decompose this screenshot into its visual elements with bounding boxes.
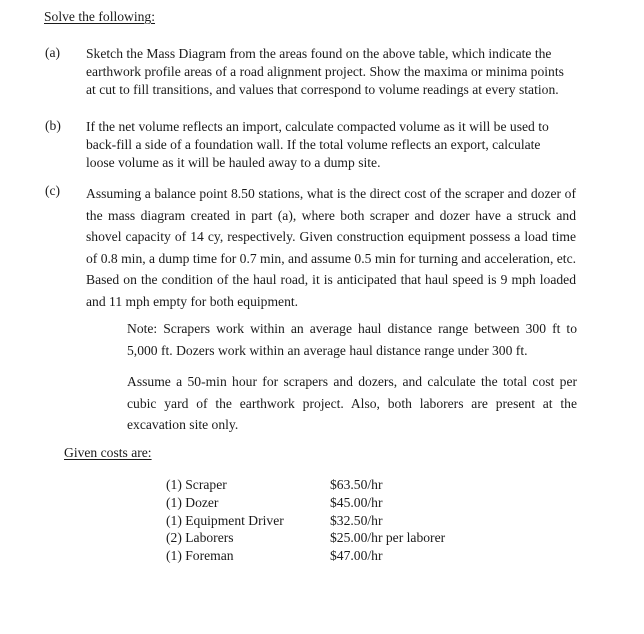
haul-distance-note: Note: Scrapers work within an average haul distance range between 300 ft to 5,000 ft. Dozers work within an average haul distance range under 300 ft. [127, 321, 577, 358]
given-costs-title: Given costs are: [64, 445, 152, 460]
cost-value: $63.50/hr [330, 477, 383, 492]
cost-item: (1) Dozer [166, 494, 219, 510]
cost-value: $25.00/hr per laborer [330, 530, 446, 546]
cost-item: (2) Laborers [166, 530, 234, 546]
part-b-text [86, 118, 576, 172]
cost-value: $45.00/hr [330, 494, 383, 510]
part-b-line: If the net volume reflects an import, calculate compacted volume as it will be used to [86, 119, 549, 134]
cost-table [166, 476, 445, 565]
cost-item: (1) Foreman [166, 548, 234, 564]
table-row [166, 512, 445, 530]
part-a-line: Sketch the Mass Diagram from the areas found on the above table, which indicate the [86, 46, 552, 61]
part-a-line: at cut to fill transitions, and values that correspond to volume readings at every station. [86, 82, 559, 97]
cost-value: $47.00/hr [330, 548, 383, 564]
part-b-line: back-fill a side of a foundation wall. If the total volume reflects an export, calculate [86, 137, 541, 152]
part-c-text: Assuming a balance point 8.50 stations, what is the direct cost of the scraper and dozer of the mass diagram created in part (a), where both scraper and dozer have a struck and shovel capacity of 14 cy, respectively. Given construction equipment possess a load time of 0.8 min, a dump time for 0.7 min, and assume 0.5 min for turning and acceleration, etc. Based on the condition of the haul road, it is anticipated that haul speed is 9 mph loaded and 11 mph empty for both equipment. [86, 186, 577, 309]
table-row [166, 529, 445, 547]
table-row [166, 547, 445, 565]
part-b-label: (b) [45, 118, 61, 133]
assumption-paragraph: Assume a 50-min hour for scrapers and dozers, and calculate the total cost per cubic yard of the earthwork project. Also, both laborers are present at the excavation site only. [127, 374, 577, 432]
cost-value: $32.50/hr [330, 512, 383, 528]
part-b-line: loose volume as it will be hauled away to a dump site. [86, 155, 381, 170]
table-row [166, 476, 445, 494]
cost-item: (1) Equipment Driver [166, 512, 284, 528]
instructions-heading: Solve the following: [44, 9, 156, 24]
part-a-label: (a) [45, 45, 61, 60]
table-row [166, 494, 445, 512]
cost-item: (1) Scraper [166, 477, 227, 492]
part-a-text [86, 45, 576, 99]
part-a-line: earthwork profile areas of a road alignment project. Show the maxima or minima points [86, 64, 564, 79]
part-c-label: (c) [45, 183, 61, 198]
